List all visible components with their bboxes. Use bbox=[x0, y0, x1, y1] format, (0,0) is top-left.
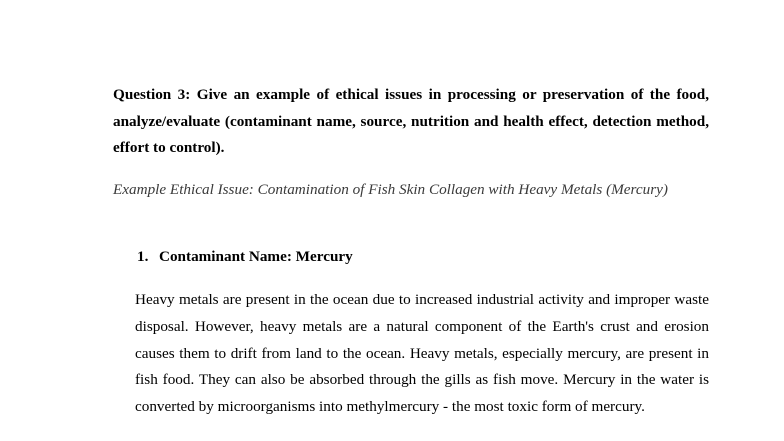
section-title: Contaminant Name: Mercury bbox=[159, 248, 353, 265]
body-paragraph: Heavy metals are present in the ocean due to increased industrial activity and improper waste disposal. However, heavy metals are a natural component of the Earth's crust and erosion causes them to drift from land to the ocean. Heavy metals, especially mercury, are present in fish food. They can also be absorbed through the gills as fish move. Mercury in the water is converted by microorganisms into methylmercury - the most toxic form of mercury. bbox=[135, 291, 709, 416]
example-issue-text: Example Ethical Issue: Contamination of Fish Skin Collagen with Heavy Metals (Mercury) bbox=[113, 181, 668, 198]
section-number: 1. bbox=[137, 248, 149, 265]
question-text: Question 3: Give an example of ethical issues in processing or preservation of the food, analyze/evaluate (contaminant name, source, nutrition and health effect, detection method, effort to control). bbox=[113, 86, 709, 156]
section-heading bbox=[137, 246, 353, 268]
